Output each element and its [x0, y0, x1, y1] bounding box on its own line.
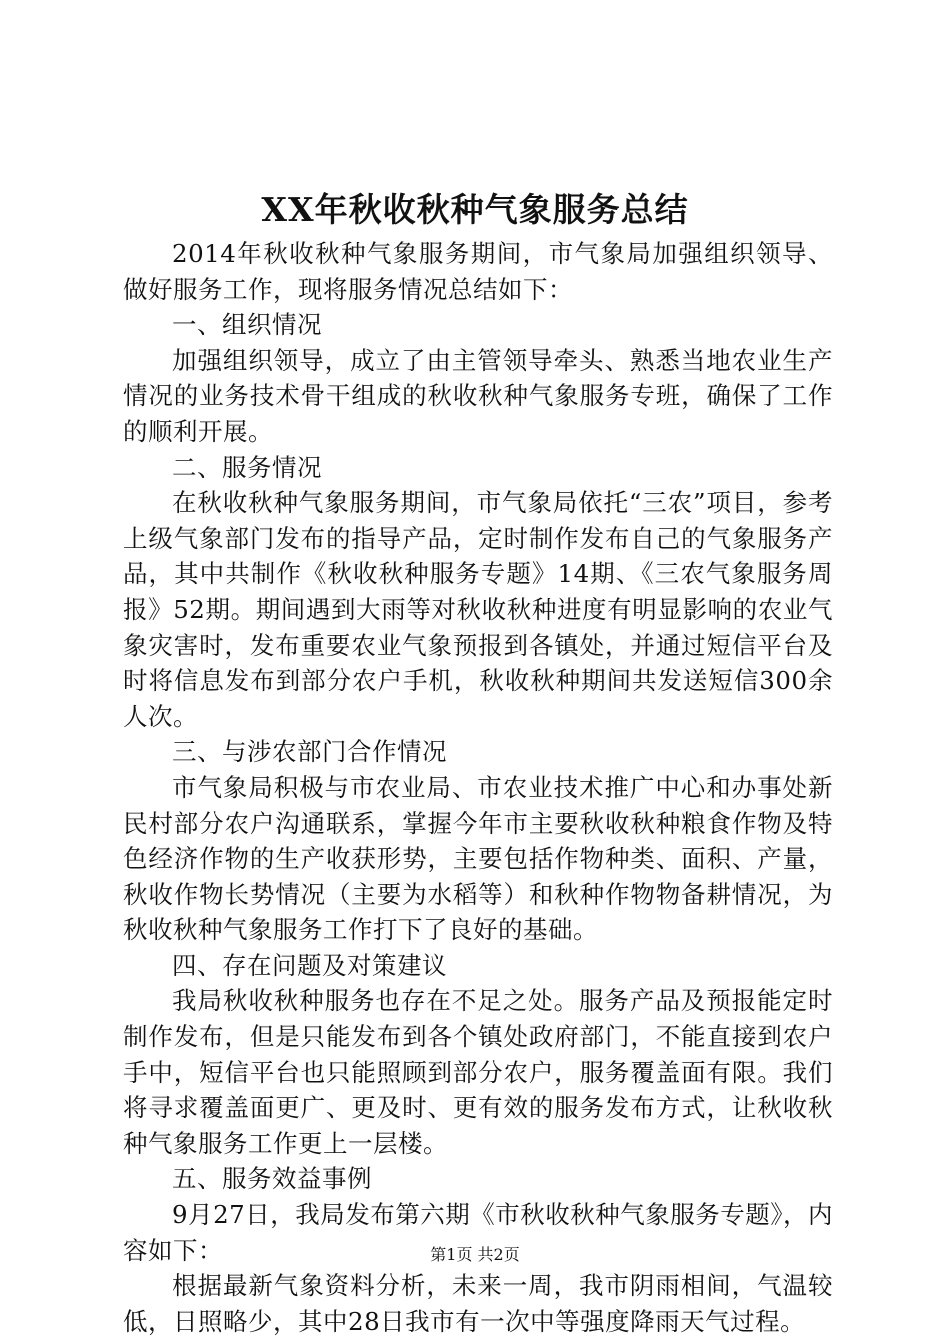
section-heading-examples: 五、服务效益事例 [172, 1164, 372, 1194]
organization-paragraph: 加强组织领导，成立了由主管领导牵头、熟悉当地农业生产情况的业务技术骨干组成的秋收秋种气象服务专班，确保了工作的顺利开展。 [123, 345, 833, 446]
page-footer: 第1页 共2页 [430, 1245, 520, 1264]
intro-paragraph: 2014年秋收秋种气象服务期间，市气象局加强组织领导、做好服务工作，现将服务情况总结如下： [123, 239, 833, 304]
example-paragraph: 9月27日，我局发布第六期《市秋收秋种气象服务专题》，内容如下： [123, 1200, 834, 1265]
cooperation-paragraph: 市气象局积极与市农业局、市农业技术推广中心和办事处新民村部分农户沟通联系，掌握今年市主要秋收秋种粮食作物及特色经济作物的生产收获形势，主要包括作物种类、面积、产量，秋收作物长势情况（主要为水稻等）和秋种作物物备耕情况，为秋收秋种气象服务工作打下了良好的基础。 [123, 772, 833, 945]
problems-paragraph: 我局秋收秋种服务也存在不足之处。服务产品及预报能定时制作发布，但是只能发布到各个镇处政府部门，不能直接到农户手中，短信平台也只能照顾到部分农户，服务覆盖面有限。我们将寻求覆盖面更广、更及时、更有效的服务发布方式，让秋收秋种气象服务工作更上一层楼。 [123, 986, 833, 1158]
section-heading-problems: 四、存在问题及对策建议 [172, 950, 447, 980]
document-title: XX年秋收秋种气象服务总结 [261, 190, 689, 229]
section-heading-organization: 一、组织情况 [172, 310, 322, 340]
forecast-paragraph: 根据最新气象资料分析，未来一周，我市阴雨相间，气温较低，日照略少，其中28日我市有一次中等强度降雨天气过程。 [123, 1271, 833, 1336]
document-body [123, 236, 833, 1339]
section-heading-cooperation: 三、与涉农部门合作情况 [172, 737, 447, 767]
section-heading-service: 二、服务情况 [172, 452, 322, 482]
service-paragraph: 在秋收秋种气象服务期间，市气象局依托“三农”项目，参考上级气象部门发布的指导产品，定时制作发布自己的气象服务产品，其中共制作《秋收秋种服务专题》14期、《三农气象服务周报》52期。期间遇到大雨等对秋收秋种进度有明显影响的农业气象灾害时，发布重要农业气象预报到各镇处，并通过短信平台及时将信息发布到部分农户手机，秋收秋种期间共发送短信300余人次。 [123, 488, 833, 731]
